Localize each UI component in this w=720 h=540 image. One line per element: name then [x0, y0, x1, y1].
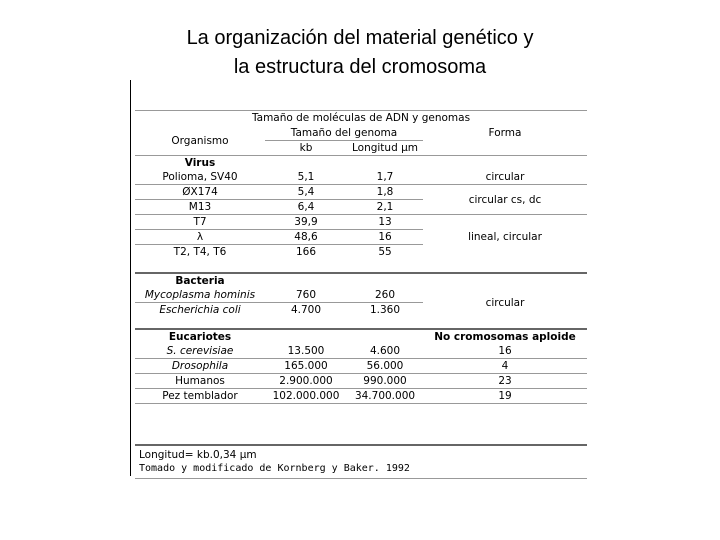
genome-size-table-image — [130, 80, 589, 476]
virus-org: Polioma, SV40 — [135, 170, 265, 185]
bacteria-kb: 4.700 — [290, 304, 322, 316]
bacteria-length: 260 — [347, 288, 423, 303]
header-form: Forma — [488, 127, 522, 140]
genome-size-table — [135, 126, 587, 404]
header-form-underline — [423, 141, 587, 156]
eucariote-length: 4.600 — [347, 344, 423, 359]
eucariote-kb: 2.900.000 — [265, 374, 347, 389]
eucariote-org: S. cerevisiae — [135, 344, 265, 359]
table-caption: Tamaño de moléculas de ADN y genomas — [251, 112, 471, 124]
length-footnote: Longitud= kb.0,34 µm — [139, 449, 257, 461]
virus-org: T2, T4, T6 — [173, 246, 227, 258]
virus-org: λ — [135, 230, 265, 245]
virus-org: ØX174 — [135, 185, 265, 200]
virus-form: circular — [423, 170, 587, 185]
eucariote-org: Humanos — [135, 374, 265, 389]
eucariote-chromosomes: 16 — [423, 344, 587, 359]
eucariote-org: Drosophila — [135, 359, 265, 374]
bacteria-org: Escherichia coli — [159, 304, 241, 316]
bacteria-kb: 760 — [265, 288, 347, 303]
virus-org: T7 — [135, 215, 265, 230]
virus-kb: 5,1 — [265, 170, 347, 185]
virus-kb: 48,6 — [265, 230, 347, 245]
virus-kb: 39,9 — [265, 215, 347, 230]
eucariote-kb: 102.000.000 — [265, 389, 347, 404]
virus-kb: 6,4 — [265, 200, 347, 215]
table-footer — [135, 444, 587, 479]
bacteria-org: Mycoplasma hominis — [135, 288, 265, 303]
virus-length: 1,8 — [347, 185, 423, 200]
eucariote-chromosomes: 23 — [423, 374, 587, 389]
eucariote-chromosomes: 19 — [423, 389, 587, 404]
header-genome-size: Tamaño del genoma — [265, 126, 423, 141]
virus-kb: 166 — [295, 246, 317, 258]
virus-length: 2,1 — [347, 200, 423, 215]
virus-length: 1,7 — [347, 170, 423, 185]
eucariote-length: 34.700.000 — [347, 389, 423, 404]
slide-title — [0, 24, 720, 82]
eucariote-chromosomes: 4 — [423, 359, 587, 374]
virus-form-lineal: lineal, circular — [468, 231, 542, 243]
virus-kb: 5,4 — [265, 185, 347, 200]
virus-length: 16 — [347, 230, 423, 245]
eucariote-org: Pez temblador — [135, 389, 265, 404]
group-label-eucariotes: Eucariotes — [135, 329, 265, 344]
slide-title-line-1: La organización del material genético y — [186, 27, 534, 49]
virus-form-cs-dc: circular cs, dc — [423, 185, 587, 215]
virus-length: 55 — [378, 246, 392, 258]
bacteria-length: 1.360 — [369, 304, 401, 316]
eucariote-length: 56.000 — [347, 359, 423, 374]
group-label-virus: Virus — [184, 157, 216, 169]
group-label-bacteria: Bacteria — [135, 273, 265, 288]
source-note: Tomado y modificado de Kornberg y Baker. 1992 — [139, 463, 410, 474]
header-length: Longitud µm — [347, 141, 423, 156]
virus-org: M13 — [135, 200, 265, 215]
eucariotes-form-header: No cromosomas aploide — [423, 329, 587, 344]
eucariote-kb: 13.500 — [265, 344, 347, 359]
bacteria-form: circular — [485, 296, 525, 309]
eucariote-length: 990.000 — [347, 374, 423, 389]
header-organism: Organismo — [135, 126, 265, 156]
header-kb: kb — [265, 141, 347, 156]
virus-length: 13 — [347, 215, 423, 230]
eucariote-kb: 165.000 — [265, 359, 347, 374]
slide-title-line-2: la estructura del cromosoma — [233, 56, 487, 78]
